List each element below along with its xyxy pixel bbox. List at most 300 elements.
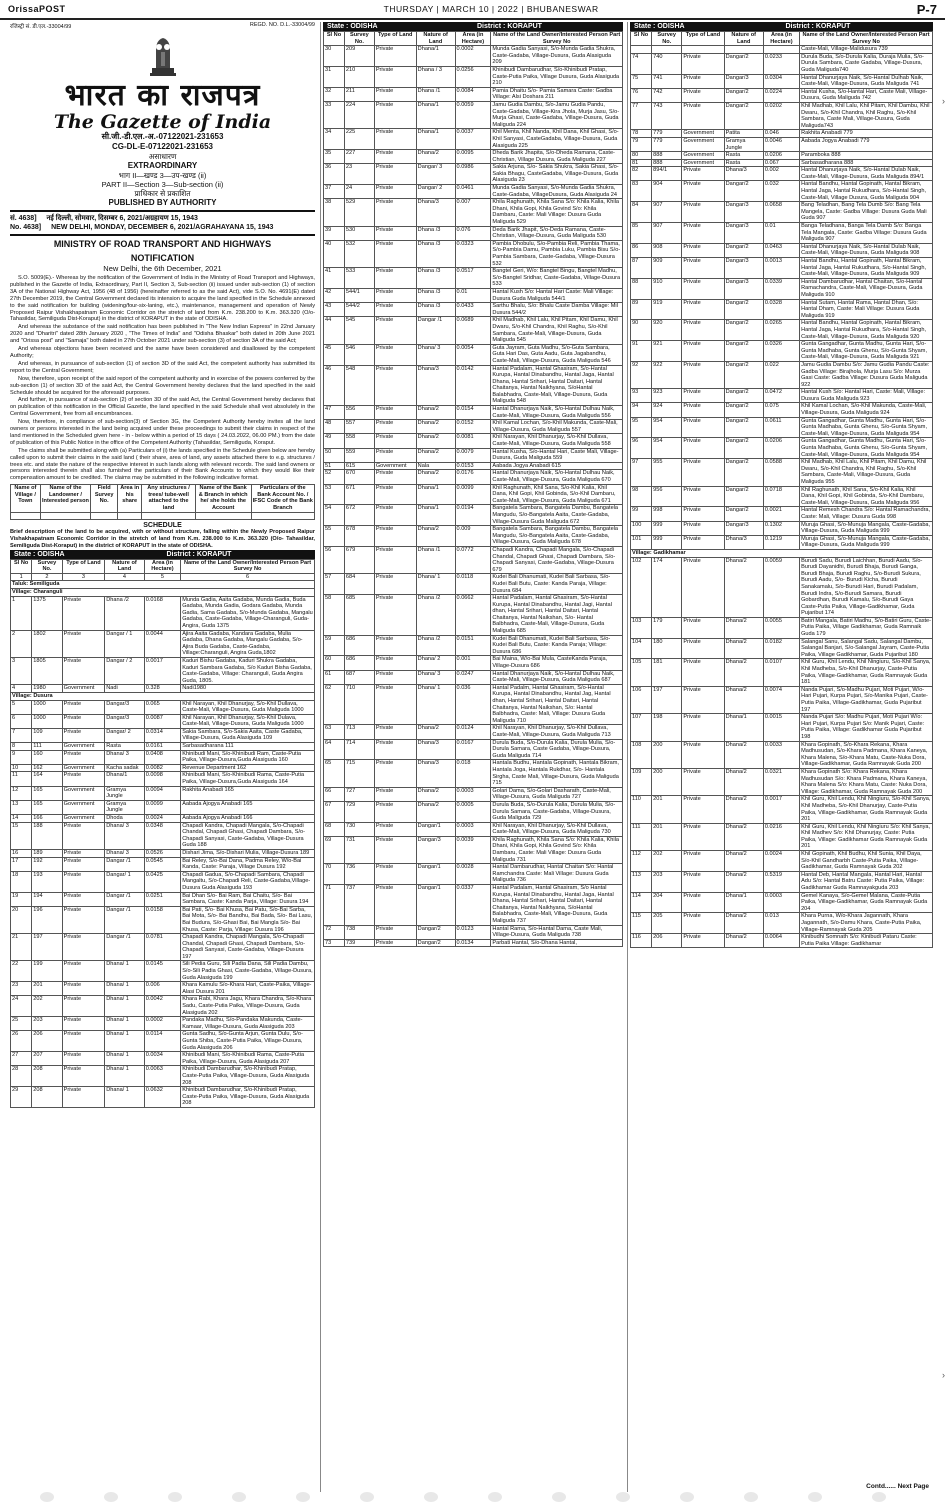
table-cell: 741 (652, 74, 682, 88)
column-header: Name of the Land Owner/Interested Person Part Survey No (181, 559, 315, 573)
table-cell: 77 (631, 102, 652, 129)
table-cell: 954 (652, 417, 682, 438)
table-row (631, 714, 933, 741)
table-cell: Bai Maina, W/o-Bai Mula, CasteKanda Paraja, Village-Dusura 686 (491, 656, 623, 670)
claim-format-cell (40, 512, 90, 520)
table-cell: Dhana/ 3 (416, 344, 455, 365)
table-cell (631, 46, 652, 54)
table-cell: 999 (652, 521, 682, 535)
district-label: District : KORAPUT (477, 23, 542, 30)
table-cell: Aabada Ajogya Anabadi 165 (181, 800, 315, 814)
table-row (631, 389, 933, 403)
table-cell: Private (374, 66, 416, 87)
table-cell: Dhana /1 (416, 546, 455, 573)
table-cell: 90 (631, 320, 652, 341)
table-cell: Private (62, 892, 105, 906)
table-cell: 0.0033 (763, 741, 799, 768)
table-cell: 40 (324, 240, 345, 267)
table-cell: 0.0658 (763, 202, 799, 223)
table-cell: 103 (631, 617, 652, 638)
table-cell: 0.0013 (763, 258, 799, 279)
table-cell: Khil Narayan, Khil Dhanurjay, S/o-Khil Dullava, Caste-Mali, Village-Dusura, Guda Maliguda 558 (491, 434, 623, 448)
table-cell: 165 (32, 786, 62, 800)
table-cell: Dheda Barik Jhapita, S/o-Dheda Ramana, Caste-Christian, Village Dusura, Guda Maliguda 227 (491, 150, 623, 164)
table-cell: Private (682, 714, 724, 741)
table-row (631, 243, 933, 257)
table-cell: 201 (32, 982, 62, 996)
issue-line-hindi (10, 214, 315, 223)
table-cell: 532 (344, 240, 374, 267)
table-row (11, 982, 315, 996)
table-cell (724, 46, 763, 54)
table-cell: 0.0182 (763, 638, 799, 659)
table-cell: Hantal Bandhu, Hantal Gopinath, Hantal Bikram, Hantal Jaga, Hantal Rukudhara, S/o-Hantal Singh, Caste-Mali, Village-Dusura, Guda Maliguda 920 (800, 320, 933, 341)
table-cell: 194 (32, 892, 62, 906)
column-header: Area (in Hectare) (455, 32, 491, 46)
table-cell: 198 (652, 714, 682, 741)
table-cell: Dangar/2 (416, 925, 455, 939)
table-cell: 43 (324, 303, 345, 317)
table-cell: Khara Gopinath S/o: Khara Rekana, Khara Madhusudan S/o: Khara Padmana, Khara Kaneya, Khara Malena S/o: Khara Matu, Caste: Nuka Dora, Village: Gadikhamar, Guda Ramnayak Guda 200 (800, 768, 933, 795)
table-cell: 0.0021 (763, 507, 799, 521)
table-cell: 196 (32, 906, 62, 933)
table-cell: Private (374, 268, 416, 289)
table-cell: Khil Narayan, Khil Dhanurjay, S/o-Khil Dullava, Caste-Mali, Village-Dusura, Guda Maliguda 713 (491, 725, 623, 739)
table-cell: Hantal Dhanurjaya Naik, S/o-Hantal Dulab Naik, Caste-Mali, Village-Dusura, Guda Maliguda 894/1 (800, 167, 933, 181)
table-cell: 0.0055 (763, 617, 799, 638)
table-cell: 0.0037 (455, 129, 491, 150)
table-cell: Hantal Padalam, Hantal Ghasiram, S/o-Hantal Kurupa, Hantal Dinabandhu, Hantal Jaga, Hantal Dhana, Hantal Srihari, Hantal Daitari, Hantal Chaitanya, Hantal Naikhyana, S/oHantal Balabhadra, Caste-Mali, Village-Dusura, Guda Maliguda 548 (491, 365, 623, 406)
table-cell: 714 (344, 739, 374, 760)
table-cell: 192 (32, 857, 62, 871)
table-cell: 0.0081 (455, 434, 491, 448)
table-cell: 58 (324, 595, 345, 636)
table-cell: Khil Madhab, Khil Lalu, Khil Pitam, Khil Damu, Khil Dwaru, S/o-Khil Chandra, Khil Raghu, S/o-Khil Sambara, Caste-Mali, Village-Dusura, Guda Maliguda 545 (491, 317, 623, 344)
table-cell: Hantal Kush S/o: Hantal Hari, Caste: Mali, Village: Dusura Guda Maliguda 923 (800, 389, 933, 403)
table-cell: Bang Teladhan, Bang Tela Dumb S/o: Bang Tela Mangela, Caste: Gadba Village: Dusura Guda Mali Guda 907 (800, 202, 933, 223)
table-cell: 545 (344, 317, 374, 344)
table-cell: Private (374, 288, 416, 302)
table-cell: Dhana /3 (416, 268, 455, 289)
table-cell: 0.0002 (455, 46, 491, 67)
table-cell: Gunta Gangadhar, Gunta Madhu, Gunta Hari, S/o-Gunta Madhaba, Gunta Ghenu, S/o-Gunta Shyam, Caste-Mali, Village-Dusura, Guda Maliguda 921 (800, 341, 933, 362)
table-cell: Dhana/1 (724, 892, 763, 913)
table-cell: Dangar/2 (724, 403, 763, 417)
table-cell: Private (682, 892, 724, 913)
table-cell: Dangar/3 (724, 278, 763, 299)
table-cell: Private (682, 88, 724, 102)
table-cell: 0.01 (763, 223, 799, 244)
table-cell: 202 (32, 996, 62, 1017)
claim-format-header (11, 485, 315, 512)
section-label: Taluk: Semiliguda (11, 581, 315, 589)
table-cell: Private (374, 344, 416, 365)
table-cell: 76 (631, 88, 652, 102)
table-cell: 110 (631, 796, 652, 823)
table-cell: Private (374, 939, 416, 947)
table-row (11, 1031, 315, 1052)
table-cell: 0.013 (763, 913, 799, 934)
column-number: 6 (181, 573, 315, 581)
table-cell: Dhana/1 (105, 772, 145, 786)
table-cell: 201 (652, 823, 682, 850)
table-cell: Khil Kamal Lochan, S/o-Khil Makunda, Caste-Mali, Village-Dusura, Guda Maliguda 557 (491, 420, 623, 434)
table-cell: Private (62, 657, 105, 684)
table-cell: 12 (11, 786, 32, 800)
claim-format-cell (251, 512, 315, 520)
table-cell: 0.0074 (763, 686, 799, 713)
table-cell: Khinibudi Dambarudhar, S/o-Khinibudi Pratap, Caste-Putia Paika, Village-Dusura, Guda Alasiguda 208 (181, 1087, 315, 1108)
table-cell: 0.0145 (144, 961, 180, 982)
paragraph: And whereas objections have been received and the same have been considered and disallowed by the competent Authority; (10, 346, 315, 359)
ministry-heading: MINISTRY OF ROAD TRANSPORT AND HIGHWAYS (53, 239, 272, 249)
section-label-row (11, 581, 315, 589)
table-row (631, 796, 933, 823)
table-row (324, 925, 623, 939)
column-left (10, 22, 315, 1492)
table-cell: 0.0059 (455, 101, 491, 128)
table-cell: 160 (32, 750, 62, 764)
table-cell: 738 (344, 925, 374, 939)
table-cell: Khil Menta, Khil Nanda, Khil Dana, Khil Ghasi, S/o-Khil Sanyasi, CasteGadaba, Village-Dusura, Guda Alasiguda 225 (491, 129, 623, 150)
table-cell: 211 (344, 87, 374, 101)
table-row (631, 137, 933, 151)
table-cell: Sarbasadharana 111 (181, 743, 315, 751)
table-cell: Private (374, 317, 416, 344)
table-cell: Hantal Dhanurjaya Naik, S/o-Hantal Dulhau Naik, Caste-Mali, Village-Dusura, Guda Maliguda 687 (491, 670, 623, 684)
table-cell: 0.0202 (763, 102, 799, 129)
table-cell: 0.0099 (455, 484, 491, 505)
table-cell: Private (682, 403, 724, 417)
table-cell: Dhana/ 1 (105, 996, 145, 1017)
table-cell: Private (682, 53, 724, 74)
table-row (11, 714, 315, 728)
table-cell: Dangar /1 (105, 892, 145, 906)
table-cell: Private (374, 46, 416, 67)
table-cell: 615 (344, 462, 374, 470)
table-cell: Khinibudi Dambarudhar, S/o-Khinibudi Pratap, Caste-Putia Paika, Village Dusura, Guda Alasiguda 210 (491, 66, 623, 87)
table-cell: 679 (344, 546, 374, 573)
table-row (631, 535, 933, 549)
table-cell: 57 (324, 574, 345, 595)
table-row (631, 741, 933, 768)
table-cell: Private (374, 822, 416, 836)
table-cell: 548 (344, 365, 374, 406)
table-cell: 0.0348 (144, 822, 180, 849)
table-cell: Aabada Ajogya Anabadi 166 (181, 815, 315, 823)
table-cell: Dhana/ 3 (416, 670, 455, 684)
column-header: Sl No (11, 559, 32, 573)
table-cell: Khil Guru, Khil Lendu, Khil Ningiuru, S/o-Khil Sanya, Khil Madheba, S/o-Khil Dhanurjay, Caste-Putia Paika, Village-Gadikhamar, Guda Ramnayak Guda 181 (800, 659, 933, 686)
table-cell: Rakhita Anabadi 779 (800, 130, 933, 138)
table-cell: 955 (652, 459, 682, 486)
table-cell: 0.0408 (144, 750, 180, 764)
table-cell: Hantal Dambarudhar, Hantal Chaitan, S/o-Hantal Ramachandra, Caste-Mali, Village-Dusura, Guda Maliguda 910 (800, 278, 933, 299)
table-cell: Private (374, 670, 416, 684)
table-cell: Khil Kamal Lochan, S/o-Khil Makunda, Caste-Mali, Village-Dusura, Guda Maliguda 924 (800, 403, 933, 417)
table-cell: Hantal Padalm, Hantal Ghasiram, S/o-Hantal Kurupa, Hantal Dinabandhu, Hantal Jag, Hantal dhan, Hantal Srihari, Hantal Daitari, Hantal Chaitanya, Hantal Naikshan, S/o: Hantal Balbhadra, Caste: Mali, Village: Dusura Guda Maliguda 710 (491, 684, 623, 725)
table-cell: Dangar/2 (724, 299, 763, 320)
table-cell: 0.0328 (763, 299, 799, 320)
table-cell: Dhana/ 1 (105, 961, 145, 982)
table-cell: Private (682, 181, 724, 202)
table-cell: 115 (631, 913, 652, 934)
masthead-bar (0, 0, 945, 20)
table-row (324, 801, 623, 822)
table-cell: Kudei Bali Dhanumati, Kudei Bali Sarbasa, S/o-Kudei Bali Butu, Caste: Kanda Paraja; Village: Dusura 686 (491, 635, 623, 656)
table-row (324, 574, 623, 595)
table-row (324, 87, 623, 101)
table-cell: Dhana/2 (416, 725, 455, 739)
table-cell: Government (62, 685, 105, 693)
table-cell: 0.0251 (144, 892, 180, 906)
table-cell: Dhana/2 (724, 686, 763, 713)
table-cell: Dhana /3 (416, 303, 455, 317)
table-cell: 26 (11, 1031, 32, 1052)
table-cell: 14 (11, 815, 32, 823)
table-row (11, 857, 315, 871)
table-cell: 2 (11, 630, 32, 657)
table-cell: Dhana/2 (724, 659, 763, 686)
table-cell: 166 (32, 815, 62, 823)
table-row (324, 739, 623, 760)
table-cell: Government (682, 159, 724, 167)
table-row (631, 486, 933, 507)
table-cell: Dangar / 2 (105, 657, 145, 684)
table-cell: 736 (344, 864, 374, 885)
national-emblem-icon (144, 32, 182, 80)
table-cell: Private (62, 1017, 105, 1031)
table-cell: Rakhita Anabadi 165 (181, 786, 315, 800)
column-header: Survey No. (652, 32, 682, 46)
table-cell: 201 (652, 796, 682, 823)
table-cell: Government (682, 130, 724, 138)
table-cell: Private (62, 750, 105, 764)
table-cell: 922 (652, 361, 682, 388)
table-cell: Private (62, 700, 105, 714)
table-cell: 0.0003 (455, 822, 491, 836)
table-cell: 0.0339 (763, 278, 799, 299)
table-cell (763, 46, 799, 54)
table-cell: Private (682, 361, 724, 388)
table-cell: Hantal Dhanurjaya Naik, S/o-Hantal Dulhau Naik, Caste-Mali, Village-Dusura, Guda Maliguda 556 (491, 406, 623, 420)
table-cell: Private (682, 167, 724, 181)
table-row (631, 361, 933, 388)
table-cell: 74 (631, 53, 652, 74)
table-row (631, 46, 933, 54)
table-row (11, 728, 315, 742)
table-cell: Dangar/2 (724, 459, 763, 486)
table-cell: 165 (32, 800, 62, 814)
table-cell: Pambia Dhobulu, S/o-Pambia Reli, Pambia Thama, S/o-Pambia Damu, Pambia Luku, Pambia Bisu S/o-Pambia Sambara, Caste-Gadaba, Village-Dusura 532 (491, 240, 623, 267)
table-cell: Dangar/2 (416, 939, 455, 947)
chevron-right-icon: › (942, 96, 945, 106)
table-cell: 225 (344, 129, 374, 150)
table-row (324, 226, 623, 240)
table-cell: Dhana/ 1 (105, 1066, 145, 1087)
table-cell: Pamia Dhaitu S/o- Pamia Samara Caste: Gadba Village: Alsi Doshara 211 (491, 87, 623, 101)
table-cell: 0.0044 (144, 630, 180, 657)
table-cell: Private (62, 849, 105, 857)
table-row (11, 700, 315, 714)
table-cell: Gemel Kanaya, S/o-Gemel Malana, Caste-Putia Paika, Village-Gadikhamar, Guda Ramnayak Guda 204 (800, 892, 933, 913)
table-cell: Bangatela Sambara, Bangatela Dambu, Bangatela Mangudu, S/o-Bangatela Aaita, Caste-Gadaba, Village-Dusura Guda Maliguda 672 (491, 505, 623, 526)
table-cell: 0.0167 (455, 739, 491, 760)
table-row (324, 344, 623, 365)
table-cell: 0.328 (144, 685, 180, 693)
table-cell: Private (682, 823, 724, 850)
table-cell: Aabada Jogya Anabadi 615 (491, 462, 623, 470)
table-cell: Durula Buda, S/o-Durula Kalia, Durula Mulia, S/o-Durula Samara, Caste-Gadaba, Village-Dusura, Guda Maliguda 729 (491, 801, 623, 822)
table-cell: 894/1 (652, 167, 682, 181)
table-cell: Sarthu Bhalu, S/o: Bhalu Caste Damba Village: Mil Dusura 544/2 (491, 303, 623, 317)
table-row (11, 786, 315, 800)
table-cell: Dangar/3 (724, 223, 763, 244)
table-row (324, 101, 623, 128)
table-row (324, 448, 623, 462)
table-cell: Private (62, 1087, 105, 1108)
table-cell: 85 (631, 223, 652, 244)
table-cell: Government (682, 152, 724, 160)
table-cell: Dhana /2 (105, 596, 145, 630)
table-cell: Hantal Remesh Chandra S/o: Hantal Ramachandra, Caste: Mali, Village: Dusura Guda 998 (800, 507, 933, 521)
table-cell: Private (62, 772, 105, 786)
table-cell: 94 (631, 403, 652, 417)
table-cell: 0.0425 (144, 871, 180, 892)
table-cell: Caste-Mali, Village-Malidusura 739 (800, 46, 933, 54)
table-cell: 907 (652, 223, 682, 244)
table-cell: Private (682, 617, 724, 638)
table-cell: Private (682, 320, 724, 341)
table-cell: 197 (652, 686, 682, 713)
table-cell: 686 (344, 635, 374, 656)
table-row (631, 102, 933, 129)
paragraph: And whereas the substance of the said notification has been published in "The New Indian Express" in 22nd January 2020 and "Dharitri" dated 28th January 2020 , "The Times of India" and "Odisha Bhaskar" both dated in 20th June 2021 and "Orissa post" and "Samaja" both dated in 27th October 2021 under sub-section (3) of section 3A of the said Act; (10, 324, 315, 345)
table-cell: 27 (11, 1052, 32, 1066)
table-cell: 59 (324, 635, 345, 656)
table-cell: 1802 (32, 630, 62, 657)
table-cell: Hantal Dhanurjaya Naik, S/o-Hantal Dulhab Naik, Caste-Mali, Village-Dusura, Guda Maliguda 741 (800, 74, 933, 88)
table-cell: 6 (11, 714, 32, 728)
table-cell: 670 (344, 470, 374, 484)
column-header: Nature of Land (724, 32, 763, 46)
table-cell: 0.0005 (455, 801, 491, 822)
district-label: District : KORAPUT (166, 550, 232, 558)
table-cell: 0.0216 (763, 823, 799, 850)
table-cell: Durula Buda, S/o-Durula Kalia, Duraja Mulia, S/o-Durula Sambara, Caste Gadaba, Village-Dusura, Guda Maliguda740 (800, 53, 933, 74)
table-cell: Sakia Arjuna, S/o- Sakia Shukra, Sakia Ghasi, S/o- Sakia Bhagu, CasteGadaba, Village-Dusura, Guda Alasiguda 23 (491, 164, 623, 185)
table-cell: Gunta Gangadhar, Gunta Madhu, Gunta Hari, S/o-Gunta Madhaba, Gunta Ghenu, S/o-Gunta Shyam, Caste-Mali, Village-Dusura, Guda Maliguda 954 (800, 438, 933, 459)
table-row (631, 181, 933, 202)
table-cell: 0.0054 (455, 344, 491, 365)
table-row (324, 66, 623, 87)
gazette-title-hindi: भारत का राजपत्र (64, 78, 261, 113)
claim-format-cell (195, 512, 251, 520)
table-cell: Rasta (724, 152, 763, 160)
table-cell: 0.006 (144, 982, 180, 996)
chevron-right-icon: › (942, 1370, 945, 1380)
table-row (324, 595, 623, 636)
table-cell: 20 (11, 906, 32, 933)
table-cell: 687 (344, 670, 374, 684)
table-cell: 0.0114 (144, 1031, 180, 1052)
table-cell: 742 (652, 88, 682, 102)
table-cell: 924 (652, 403, 682, 417)
table-cell: 106 (631, 686, 652, 713)
table-cell: 60 (324, 656, 345, 670)
table-cell: Batiri Mangala, Batiri Madhu, S/o-Batiri Guru, Caste-Putia Paika, Village Gadikhamar, Guda Ramnaik Guda 179 (801, 617, 932, 638)
table-cell: 79 (631, 137, 652, 151)
table-cell: Dhana /2 (416, 635, 455, 656)
table-cell: 678 (344, 526, 374, 547)
table-cell: Khil Raghunath, Khil Sana, S/o-Khil Kalia, Khil Dana, Khil Gopi, Khil Gobinda, S/o-Khil Dambaru, Caste-Mali, Village-Dusura, Guda Maliguda 671 (491, 484, 623, 505)
table-cell: Dhana /1 (416, 87, 455, 101)
table-cell: 84 (631, 202, 652, 223)
table-cell: Private (374, 836, 416, 863)
table-cell: 101 (631, 535, 652, 549)
table-cell: Dhana/1 (416, 484, 455, 505)
table-cell: 35 (324, 150, 345, 164)
table-cell: 0.067 (763, 159, 799, 167)
table-cell: Dhana/1 (416, 46, 455, 67)
table-cell: Private (374, 226, 416, 240)
table-cell: 0.0002 (144, 1017, 180, 1031)
table-row (11, 657, 315, 684)
table-cell: Private (374, 864, 416, 885)
table-cell: 0.0024 (763, 851, 799, 872)
table-cell: Private (374, 526, 416, 547)
table-cell: 66 (324, 787, 345, 801)
column-header: Name of the Land Owner/Interested Person Part Survey No (800, 32, 933, 46)
claim-format-cell (118, 512, 142, 520)
table-cell: 727 (344, 787, 374, 801)
table-cell: 0.0526 (144, 849, 180, 857)
table-cell: 1 (11, 596, 32, 630)
table-cell: Pandaka Madhu, S/o-Pandaka Makunda, Caste-Kamaar, Village-Dusura, Guda Alasiguda 203 (181, 1017, 315, 1031)
table-cell: Private (374, 760, 416, 787)
table-row (324, 684, 623, 725)
extraordinary-hindi: असाधारण (148, 152, 177, 161)
table-cell: Dhana/1 (724, 714, 763, 741)
table-cell: Private (374, 199, 416, 226)
table-cell: Private (374, 885, 416, 926)
table-row (631, 871, 933, 892)
table-cell: 0.0087 (144, 714, 180, 728)
table-cell: Munda Gadia, Aaita Gadaba, Munda Gadia, Buda Gadaba, Munda Gadia, Godara Gadaba, Munda Gadia, Sama Gadaba, S/o-Munda Gadaba, Mangalu Gadaba, Caste-Gadaba, Village-Charanguli, Guda- Angira, Guda 1375 (182, 596, 313, 629)
table-cell: Private (682, 299, 724, 320)
issue-date-hindi: नई दिल्ली, सोमवार, दिसम्बर 6, 2021/अग्रहायण 15, 1943 (46, 215, 198, 222)
table-cell: Muruja Ghasi, S/o-Munuja Mangala, Caste-Gadaba, Village-Dusura, Guda Maliguda 999 (800, 521, 933, 535)
table-row (631, 638, 933, 659)
table-cell: Private (62, 1052, 105, 1066)
table-cell: Nadi1980 (181, 685, 315, 693)
table-cell: 0.0472 (763, 389, 799, 403)
claim-format-cell (11, 512, 41, 520)
paragraph: The claims shall be submitted along with (a) Particulars of (i) the lands specified in the Schedule given below are hereby called upon to submit their claims in the said land ( their share, area of land, any assets attached there to e.g. structures / trees etc. and state the nature of the respective interest in such lands along with relevant records. The said land owners or persons interested therein shall also furnished the particulars of their Bank Accounts to which they would like their compensation amount to be credited. The claims may be submitted in the following indicative format. (10, 447, 315, 482)
table-cell: Private (682, 768, 724, 795)
table-cell: Government (62, 786, 105, 800)
table-cell: Salangal Sanu, Salangal Sadu, Salangal Dambu, Salangal Banjari, S/o-Salangal Jayram, Caste-Putia Paika, Village Gadikhamar, Guda Pujaribut 180 (800, 638, 933, 659)
table-cell: 0.0168 (144, 596, 180, 630)
table-cell: Dhana/2 (416, 470, 455, 484)
column-header: Type of Land (374, 32, 416, 46)
table-cell: 30 (324, 46, 345, 67)
table-cell: 71 (324, 885, 345, 926)
table-row (11, 996, 315, 1017)
table-cell: 0.0611 (763, 417, 799, 438)
table-cell: 0.0046 (763, 137, 799, 151)
table-cell: Khara Kamulu S/o-Khara Hari, Caste-Paika, Village-Alasi Dusura 201 (181, 982, 315, 996)
